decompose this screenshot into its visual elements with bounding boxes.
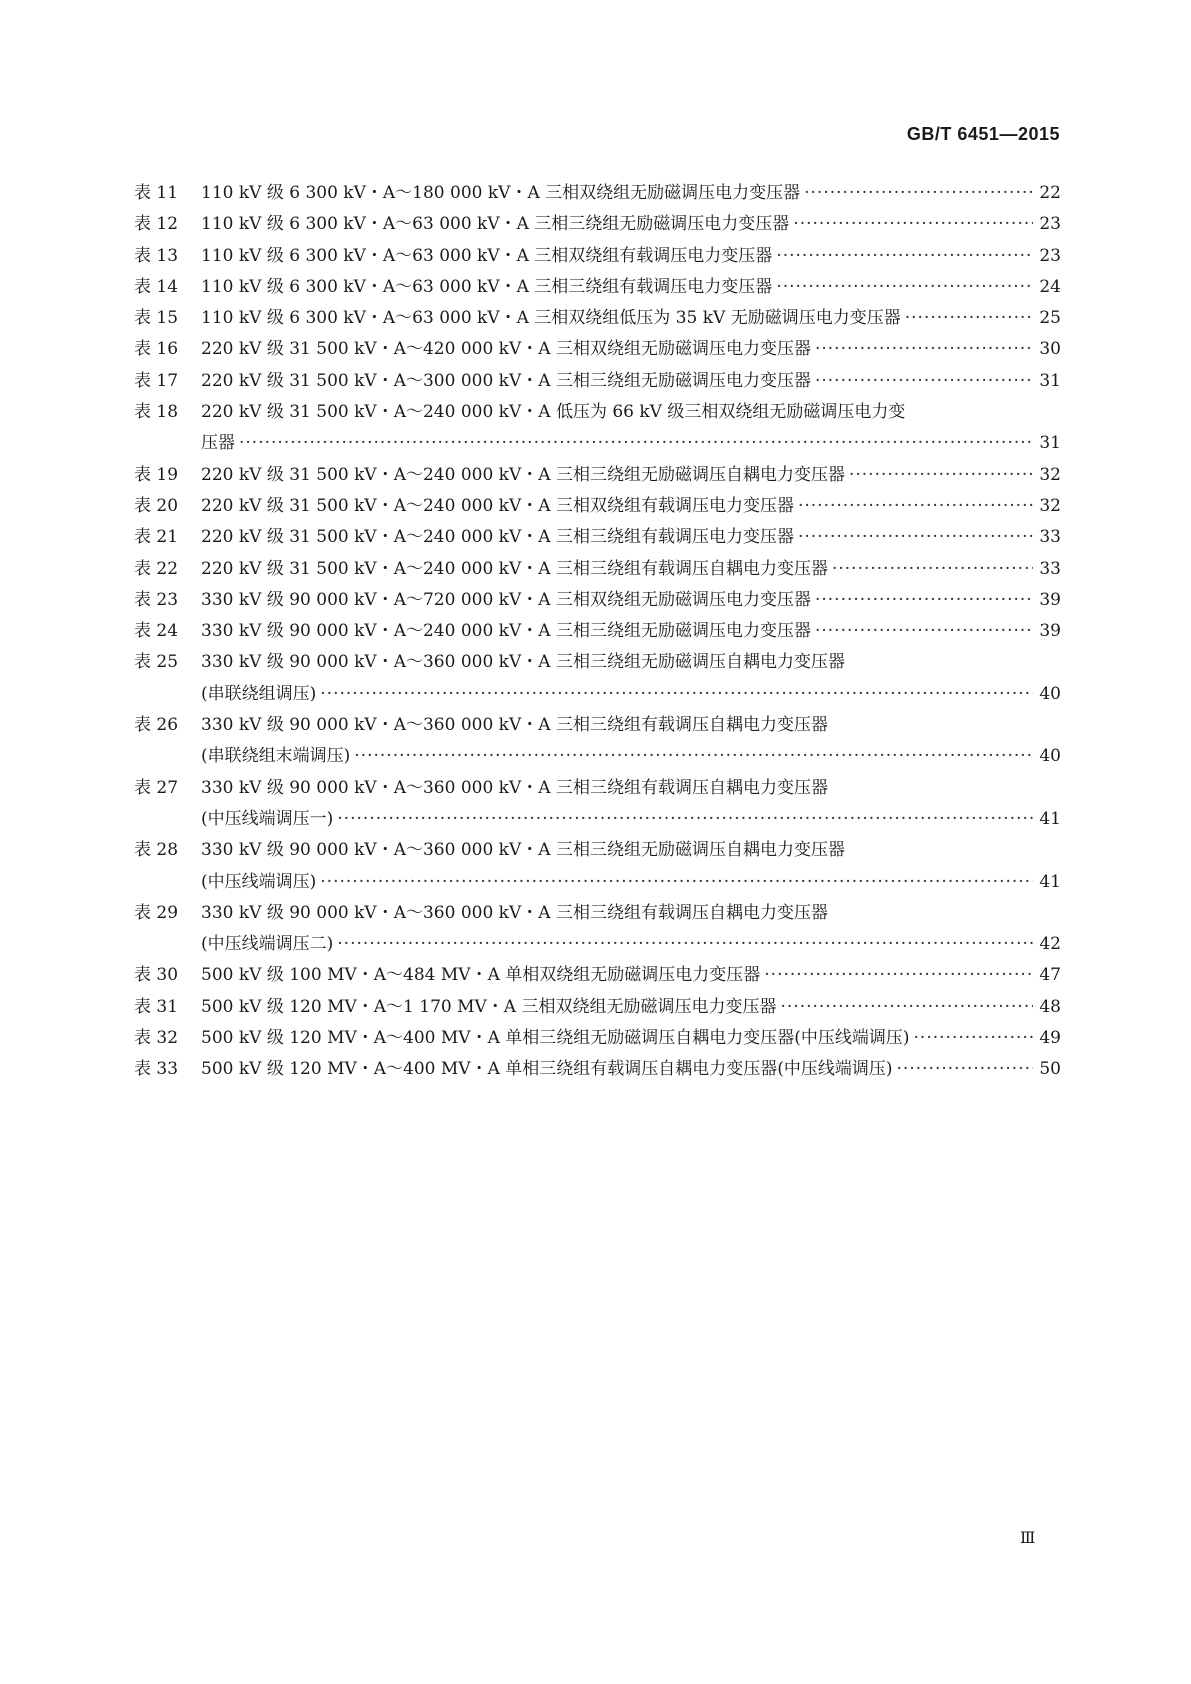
toc-entry-line: [201, 366, 1061, 397]
toc-entry-body: [201, 647, 1061, 710]
toc-entry-page[interactable]: 47: [1039, 965, 1061, 986]
toc-entry-line: [201, 867, 1061, 898]
toc-entry-label: 表 32: [134, 1028, 179, 1049]
toc-entry[interactable]: [134, 992, 1061, 1023]
toc-entry-title: (中压线端调压一): [201, 808, 334, 829]
toc-entry[interactable]: [134, 209, 1061, 240]
toc-entry-page[interactable]: 40: [1039, 683, 1061, 704]
dot-leader: [905, 303, 1033, 334]
toc-entry-page[interactable]: 23: [1039, 214, 1061, 235]
toc-entry[interactable]: [134, 178, 1061, 209]
toc-entry-body: [201, 554, 1061, 585]
toc-entry-page[interactable]: 32: [1039, 464, 1061, 485]
toc-entry-title: 220 kV 级 31 500 kV・A～240 000 kV・A 三相三绕组有载调压电力变压器: [201, 527, 794, 548]
toc-entry-line: [201, 334, 1061, 365]
toc-entry-page[interactable]: 22: [1039, 183, 1061, 203]
dot-leader: [849, 460, 1033, 491]
page-number: Ⅲ: [1020, 1528, 1035, 1547]
toc-entry-page[interactable]: 25: [1039, 308, 1061, 329]
toc-entry-body: [201, 272, 1061, 303]
dot-leader: [764, 960, 1033, 991]
toc-entry-page[interactable]: 33: [1039, 527, 1061, 548]
table-of-contents: [134, 178, 1061, 1086]
toc-entry-line: [201, 554, 1061, 585]
toc-entry-body: [201, 835, 1061, 898]
toc-entry-line: [201, 397, 1061, 428]
toc-entry-label: 表 18: [134, 402, 179, 423]
dot-leader: [780, 992, 1033, 1023]
toc-entry-label: 表 22: [134, 558, 179, 579]
toc-entry-body: [201, 366, 1061, 397]
toc-entry-title: 220 kV 级 31 500 kV・A～420 000 kV・A 三相双绕组无励磁调压电力变压器: [201, 339, 811, 360]
toc-entry-title: (中压线端调压二): [201, 934, 334, 955]
toc-entry-line: [201, 835, 1061, 866]
dot-leader: [337, 929, 1033, 960]
toc-entry-line: [201, 209, 1061, 240]
toc-entry-label: 表 16: [134, 339, 179, 360]
dot-leader: [354, 741, 1033, 772]
toc-entry[interactable]: [134, 366, 1061, 397]
toc-entry[interactable]: [134, 460, 1061, 491]
toc-entry-title: 330 kV 级 90 000 kV・A～360 000 kV・A 三相三绕组无励磁调压自耦电力变压器: [201, 840, 845, 861]
toc-entry-label: 表 12: [134, 214, 179, 235]
toc-entry[interactable]: [134, 616, 1061, 647]
toc-entry-line: [201, 992, 1061, 1023]
toc-entry-title: (串联绕组调压): [201, 683, 317, 704]
toc-entry-label: 表 15: [134, 308, 179, 329]
dot-leader: [337, 804, 1033, 835]
toc-entry-label: 表 21: [134, 527, 179, 548]
toc-entry-line: [201, 1023, 1061, 1054]
toc-entry-page[interactable]: 48: [1039, 996, 1061, 1017]
toc-entry[interactable]: [134, 303, 1061, 334]
toc-entry-line: [201, 898, 1061, 929]
toc-entry-body: [201, 241, 1061, 272]
toc-entry[interactable]: [134, 773, 1061, 836]
toc-entry-label: 表 30: [134, 965, 179, 986]
toc-entry[interactable]: [134, 334, 1061, 365]
toc-entry-label: 表 31: [134, 996, 179, 1017]
toc-entry-line: [201, 804, 1061, 835]
toc-entry[interactable]: [134, 554, 1061, 585]
toc-entry-label: 表 33: [134, 1059, 179, 1080]
toc-entry-title: 110 kV 级 6 300 kV・A～63 000 kV・A 三相双绕组低压为 35 kV 无励磁调压电力变压器: [201, 308, 901, 329]
toc-entry-line: [201, 491, 1061, 522]
toc-entry-line: [201, 428, 1061, 459]
toc-entry-page[interactable]: 49: [1039, 1028, 1061, 1049]
toc-entry-body: [201, 585, 1061, 616]
toc-entry-title: (串联绕组末端调压): [201, 746, 351, 767]
dot-leader: [804, 178, 1033, 209]
toc-entry-line: [201, 960, 1061, 991]
dot-leader: [320, 867, 1033, 898]
toc-entry-label: 表 26: [134, 715, 179, 736]
toc-entry-page[interactable]: 24: [1039, 276, 1061, 297]
toc-entry[interactable]: [134, 960, 1061, 991]
toc-entry-body: [201, 616, 1061, 647]
toc-entry-line: [201, 178, 1061, 209]
toc-entry-line: [201, 616, 1061, 647]
toc-entry-page[interactable]: 32: [1039, 495, 1061, 516]
toc-entry-label: 表 29: [134, 902, 179, 923]
toc-entry[interactable]: [134, 647, 1061, 710]
toc-entry[interactable]: [134, 1054, 1061, 1085]
dot-leader: [793, 209, 1033, 240]
toc-entry-body: [201, 710, 1061, 773]
toc-entry-page[interactable]: 50: [1039, 1059, 1061, 1080]
toc-entry-body: [201, 1023, 1061, 1054]
toc-entry-body: [201, 334, 1061, 365]
toc-entry-title: 330 kV 级 90 000 kV・A～360 000 kV・A 三相三绕组有载调压自耦电力变压器: [201, 777, 828, 798]
toc-entry-line: [201, 647, 1061, 678]
toc-entry-title: 110 kV 级 6 300 kV・A～63 000 kV・A 三相三绕组有载调压电力变压器: [201, 276, 773, 297]
toc-entry-label: 表 19: [134, 464, 179, 485]
toc-entry-title: 330 kV 级 90 000 kV・A～720 000 kV・A 三相双绕组无励磁调压电力变压器: [201, 589, 811, 610]
toc-entry-label: 表 11: [134, 183, 179, 203]
toc-entry-label: 表 24: [134, 621, 179, 642]
toc-entry-title: 500 kV 级 100 MV・A～484 MV・A 单相双绕组无励磁调压电力变压器: [201, 965, 761, 986]
dot-leader: [832, 554, 1033, 585]
toc-entry-page[interactable]: 33: [1039, 558, 1061, 579]
dot-leader: [815, 366, 1033, 397]
toc-entry[interactable]: [134, 397, 1061, 460]
dot-leader: [798, 522, 1033, 553]
dot-leader: [897, 1054, 1033, 1085]
toc-entry[interactable]: [134, 898, 1061, 961]
toc-entry-label: 表 28: [134, 840, 179, 861]
dot-leader: [776, 241, 1033, 272]
toc-entry-title: 110 kV 级 6 300 kV・A～180 000 kV・A 三相双绕组无励磁调压电力变压器: [201, 183, 801, 203]
toc-entry-title: 220 kV 级 31 500 kV・A～240 000 kV・A 三相三绕组无励磁调压自耦电力变压器: [201, 464, 845, 485]
dot-leader: [914, 1023, 1033, 1054]
toc-entry-line: [201, 679, 1061, 710]
toc-entry-body: [201, 522, 1061, 553]
toc-entry-label: 表 14: [134, 276, 179, 297]
toc-entry-page[interactable]: 41: [1039, 871, 1061, 892]
dot-leader: [815, 585, 1033, 616]
toc-entry-line: [201, 460, 1061, 491]
toc-entry[interactable]: [134, 1023, 1061, 1054]
dot-leader: [320, 679, 1033, 710]
toc-entry-line: [201, 522, 1061, 553]
dot-leader: [815, 616, 1033, 647]
toc-entry-body: [201, 992, 1061, 1023]
toc-entry-body: [201, 491, 1061, 522]
toc-entry-line: [201, 241, 1061, 272]
toc-entry-body: [201, 1054, 1061, 1085]
toc-entry-label: 表 23: [134, 589, 179, 610]
toc-entry-body: [201, 397, 1061, 460]
toc-entry-title: 330 kV 级 90 000 kV・A～360 000 kV・A 三相三绕组有载调压自耦电力变压器: [201, 902, 828, 923]
toc-entry-label: 表 17: [134, 370, 179, 391]
toc-entry-body: [201, 773, 1061, 836]
toc-entry-body: [201, 898, 1061, 961]
toc-entry-label: 表 13: [134, 245, 179, 266]
toc-entry-title: 500 kV 级 120 MV・A～400 MV・A 单相三绕组有载调压自耦电力变压器(中压线端调压): [201, 1059, 893, 1080]
toc-entry-body: [201, 303, 1061, 334]
toc-entry-page[interactable]: 23: [1039, 245, 1061, 266]
toc-entry-line: [201, 741, 1061, 772]
toc-entry-title: 330 kV 级 90 000 kV・A～360 000 kV・A 三相三绕组无励磁调压自耦电力变压器: [201, 652, 845, 673]
toc-entry-label: 表 20: [134, 495, 179, 516]
toc-entry[interactable]: [134, 491, 1061, 522]
toc-entry-page[interactable]: 41: [1039, 808, 1061, 829]
toc-entry-title: 压器: [201, 433, 235, 454]
dot-leader: [798, 491, 1033, 522]
toc-entry-label: 表 25: [134, 652, 179, 673]
toc-entry-title: 330 kV 级 90 000 kV・A～240 000 kV・A 三相三绕组无励磁调压电力变压器: [201, 621, 811, 642]
toc-entry-body: [201, 460, 1061, 491]
toc-entry[interactable]: [134, 522, 1061, 553]
toc-entry-page[interactable]: 31: [1039, 370, 1061, 391]
toc-entry-label: 表 27: [134, 777, 179, 798]
dot-leader: [239, 428, 1033, 459]
toc-entry[interactable]: [134, 835, 1061, 898]
toc-entry-line: [201, 303, 1061, 334]
toc-entry-page[interactable]: 31: [1039, 433, 1061, 454]
toc-entry-title: 500 kV 级 120 MV・A～1 170 MV・A 三相双绕组无励磁调压电力变压器: [201, 996, 777, 1017]
toc-entry-page[interactable]: 39: [1039, 589, 1061, 610]
toc-entry-title: 500 kV 级 120 MV・A～400 MV・A 单相三绕组无励磁调压自耦电力变压器(中压线端调压): [201, 1028, 910, 1049]
toc-entry[interactable]: [134, 241, 1061, 272]
toc-entry-page[interactable]: 42: [1039, 934, 1061, 955]
toc-entry-page[interactable]: 30: [1039, 339, 1061, 360]
toc-entry-body: [201, 178, 1061, 209]
toc-entry-page[interactable]: 39: [1039, 621, 1061, 642]
toc-entry-page[interactable]: 40: [1039, 746, 1061, 767]
toc-entry-title: 110 kV 级 6 300 kV・A～63 000 kV・A 三相三绕组无励磁调压电力变压器: [201, 214, 790, 235]
toc-entry-line: [201, 272, 1061, 303]
toc-entry-line: [201, 773, 1061, 804]
toc-entry-line: [201, 1054, 1061, 1085]
toc-entry-body: [201, 960, 1061, 991]
toc-entry-title: 220 kV 级 31 500 kV・A～240 000 kV・A 三相三绕组有载调压自耦电力变压器: [201, 558, 828, 579]
toc-entry-title: 220 kV 级 31 500 kV・A～240 000 kV・A 低压为 66 kV 级三相双绕组无励磁调压电力变: [201, 402, 906, 423]
toc-entry-title: (中压线端调压): [201, 871, 317, 892]
toc-entry[interactable]: [134, 585, 1061, 616]
toc-entry-body: [201, 209, 1061, 240]
standard-number: GB/T 6451—2015: [906, 124, 1060, 144]
toc-entry-title: 110 kV 级 6 300 kV・A～63 000 kV・A 三相双绕组有载调压电力变压器: [201, 245, 773, 266]
dot-leader: [776, 272, 1033, 303]
toc-entry-line: [201, 585, 1061, 616]
toc-entry-title: 220 kV 级 31 500 kV・A～300 000 kV・A 三相三绕组无励磁调压电力变压器: [201, 370, 811, 391]
toc-entry[interactable]: [134, 272, 1061, 303]
toc-entry-title: 220 kV 级 31 500 kV・A～240 000 kV・A 三相双绕组有载调压电力变压器: [201, 495, 794, 516]
toc-entry[interactable]: [134, 710, 1061, 773]
dot-leader: [815, 334, 1033, 365]
toc-entry-line: [201, 929, 1061, 960]
toc-entry-line: [201, 710, 1061, 741]
toc-entry-title: 330 kV 级 90 000 kV・A～360 000 kV・A 三相三绕组有载调压自耦电力变压器: [201, 715, 828, 736]
